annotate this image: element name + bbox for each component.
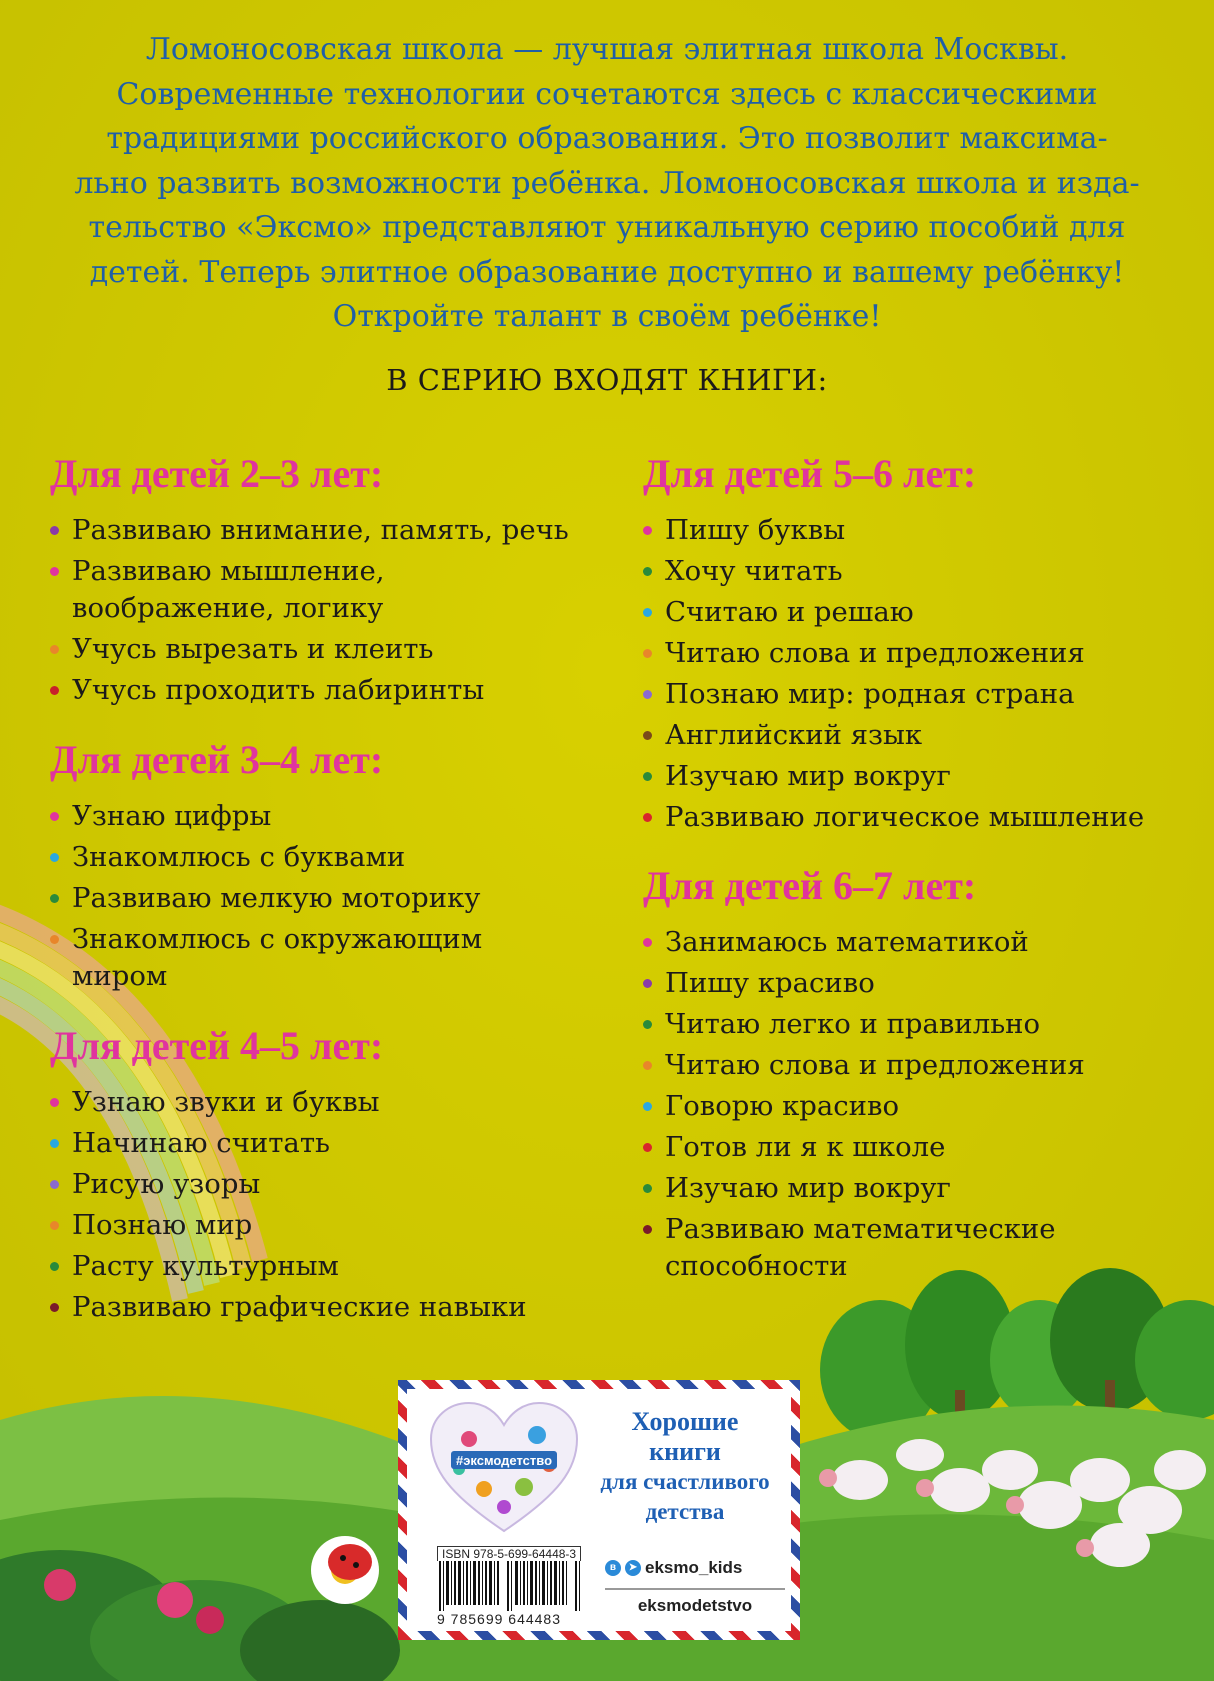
age-title: Для детей 2–3 лет: [50,451,384,496]
book-title: Расту культурным [72,1250,339,1282]
book-title: Развиваю графические навыки [72,1291,527,1323]
bullet-dot [50,526,59,535]
bullet-dot [643,526,652,535]
age-title: Для детей 4–5 лет: [50,1023,384,1068]
barcode [437,1561,583,1611]
book-title: Развиваю мышление, воображение, логику [72,555,385,624]
book-title: Развиваю мелкую моторику [72,882,481,914]
social-handle: eksmo_kids [645,1558,743,1577]
book-title: Английский язык [665,719,923,751]
bullet-dot [643,1184,652,1193]
book-title: Развиваю внимание, память, речь [72,514,569,546]
book-item [50,921,492,995]
bullet-dot [50,567,59,576]
bullet-dot [50,1221,59,1230]
book-item [643,512,1183,549]
bullet-dot [643,1020,652,1029]
social-links [605,1554,785,1620]
social-row [605,1554,785,1582]
book-list [643,924,1183,1285]
book-title: Развиваю логическое мышление [665,801,1145,833]
bullet-dot [643,1225,652,1234]
book-item [50,672,590,709]
book-title: Узнаю звуки и буквы [72,1086,380,1118]
book-title: Узнаю цифры [72,800,272,832]
book-title: Пишу буквы [665,514,846,546]
intro-line: Современные технологии сочетаются здесь с классическими [116,76,1098,112]
book-title: Познаю мир [72,1209,253,1241]
book-title: Читаю легко и правильно [665,1008,1041,1040]
age-title: Для детей 5–6 лет: [643,451,977,496]
book-item [50,880,590,917]
bullet-dot [50,935,59,944]
book-title: Знакомлюсь с буквами [72,841,406,873]
site-handle: eksmodetstvo [637,1596,753,1615]
slogan-line: Хорошие [631,1407,739,1436]
book-item [50,512,590,549]
book-item [50,798,590,835]
book-title: Познаю мир: родная страна [665,678,1075,710]
bullet-dot [50,1262,59,1271]
site-row [605,1588,785,1620]
bullet-dot [50,686,59,695]
book-list [50,1084,590,1326]
slogan [585,1407,785,1527]
age-group-3-4 [50,736,590,999]
book-item [643,1006,1183,1043]
bullet-dot [50,1180,59,1189]
bullet-dot [643,938,652,947]
bullet-dot [50,1303,59,1312]
bullet-dot [643,772,652,781]
book-title: Читаю слова и предложения [665,637,1085,669]
intro-line: льно развить возможности ребёнка. Ломоносовская школа и изда- [74,165,1140,201]
book-item [643,676,1183,713]
age-title: Для детей 3–4 лет: [50,737,384,782]
book-title: Рисую узоры [72,1168,261,1200]
book-title: Начинаю считать [72,1127,331,1159]
series-heading: В СЕРИЮ ВХОДЯТ КНИГИ: [386,363,828,397]
publisher-card [398,1380,800,1640]
intro-paragraph [40,28,1174,340]
intro-line: Ломоносовская школа — лучшая элитная школа Москвы. [145,32,1069,67]
book-item [643,1211,1065,1285]
book-list [50,512,590,709]
age-title: Для детей 6–7 лет: [643,863,977,908]
book-item [50,1125,590,1162]
book-title: Готов ли я к школе [665,1131,946,1163]
age-group-5-6 [643,450,1183,840]
age-group-2-3 [50,450,590,713]
intro-line: Откройте талант в своём ребёнке! [332,299,882,334]
bullet-dot [50,1098,59,1107]
book-title: Пишу красиво [665,967,875,999]
bullet-dot [50,853,59,862]
book-list [50,798,590,995]
bullet-dot [50,645,59,654]
bullet-dot [643,813,652,822]
card-body [407,1389,791,1631]
book-item [643,758,1183,795]
book-title: Знакомлюсь с окружающим миром [72,923,483,992]
book-item [643,635,1183,672]
book-item [643,799,1183,836]
bullet-dot [50,812,59,821]
book-item [50,839,590,876]
bullet-dot [643,1102,652,1111]
book-title: Хочу читать [665,555,843,587]
book-item [50,631,590,668]
book-item [643,1129,1183,1166]
book-item [50,1248,590,1285]
book-item [50,1207,590,1244]
book-item [643,965,1183,1002]
intro-line: традициями российского образования. Это позволит максима- [106,121,1108,156]
bullet-dot [643,567,652,576]
book-item [643,1088,1183,1125]
bullet-dot [643,1061,652,1070]
slogan-line: детства [645,1499,725,1524]
telegram-icon: ➤ [625,1560,641,1576]
slogan-line: для счастливого [600,1469,770,1494]
book-list [643,512,1183,836]
hashtag-text: #эксмодетство [455,1453,553,1468]
book-title: Говорю красиво [665,1090,900,1122]
age-group-4-5 [50,1022,590,1330]
slogan-line: книги [649,1437,721,1466]
bullet-dot [643,979,652,988]
book-title: Учусь проходить лабиринты [72,674,485,706]
bullet-dot [643,1143,652,1152]
bullet-dot [50,894,59,903]
book-title: Считаю и решаю [665,596,914,628]
book-item [50,1166,590,1203]
book-item [643,1047,1183,1084]
book-item [643,553,1183,590]
book-item [50,1289,590,1326]
bullet-dot [50,1139,59,1148]
barcode-digits: 9 785699 644483 [437,1611,561,1627]
book-item [643,924,1183,961]
intro-line: детей. Теперь элитное образование доступно и вашему ребёнку! [89,254,1125,290]
book-item [50,553,590,627]
bullet-dot [643,608,652,617]
book-item [643,1170,1183,1207]
book-item [643,594,1183,631]
age-group-6-7 [643,862,1183,1289]
vk-icon: в [605,1560,621,1576]
ladybug-flower [311,1536,379,1604]
book-title: Изучаю мир вокруг [665,1172,951,1204]
book-item [50,1084,590,1121]
bullet-dot [643,690,652,699]
book-title: Читаю слова и предложения [665,1049,1085,1081]
book-title: Изучаю мир вокруг [665,760,951,792]
bullet-dot [643,649,652,658]
book-title: Учусь вырезать и клеить [72,633,434,665]
bullet-dot [643,731,652,740]
book-title: Занимаюсь математикой [665,926,1029,958]
heart-logo-icon [429,1399,579,1539]
intro-line: тельство «Эксмо» представляют уникальную серию пособий для [88,210,1126,245]
book-title: Развиваю математические способности [665,1213,1056,1282]
isbn: ISBN 978-5-699-64448-3 [437,1546,581,1562]
book-item [643,717,1183,754]
